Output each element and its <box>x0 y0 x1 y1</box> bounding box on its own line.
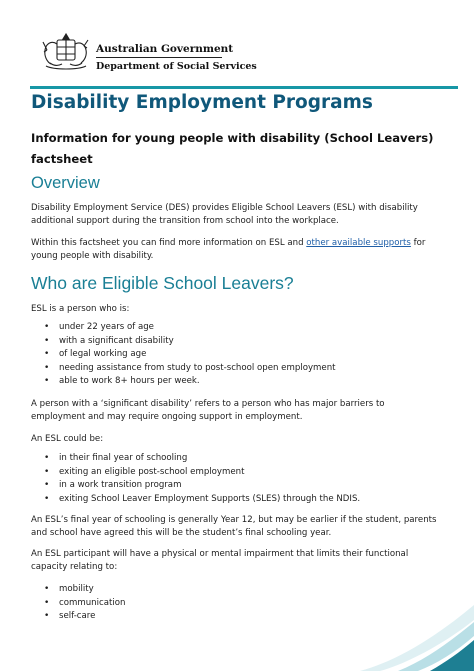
other-supports-link[interactable]: other available supports <box>306 238 411 248</box>
government-name: Australian Government <box>96 43 234 55</box>
list-item: • exiting School Leaver Employment Supports (SLES) through the NDIS. <box>31 493 441 507</box>
document-title: Disability Employment Programs <box>31 92 373 113</box>
final-year-paragraph: An ESL’s final year of schooling is generally Year 12, but may be earlier if the student, parents and school have agreed this will be the student’s final schooling year. <box>31 515 437 538</box>
list-item: • under 22 years of age <box>31 321 441 335</box>
wordmark-divider <box>96 57 222 58</box>
list-item: • in a work transition program <box>31 479 441 493</box>
overview-paragraph-2 <box>31 237 441 263</box>
overview-paragraph-2-text: Within this factsheet you can find more information on ESL and <box>31 238 307 248</box>
list-item: • with a significant disability <box>31 335 441 349</box>
overview-paragraph-2-tail: for young people with disability. <box>31 238 426 261</box>
eligible-school-leavers-heading: Who are Eligible School Leavers? <box>31 273 294 293</box>
government-wordmark <box>96 42 257 73</box>
list-item: • self-care <box>31 610 441 624</box>
list-item: • mobility <box>31 583 441 597</box>
list-item: • communication <box>31 597 441 611</box>
esl-could-be-list <box>31 452 441 506</box>
document-subtitle: Information for young people with disability (School Leavers) factsheet <box>31 131 434 166</box>
overview-paragraph-1: Disability Employment Service (DES) provides Eligible School Leavers (ESL) with disability additional support during the transition from school into the workplace. <box>31 203 418 226</box>
decorative-corner-swoosh <box>360 600 474 671</box>
list-item: • needing assistance from study to post-school open employment <box>31 362 441 376</box>
title-rule <box>30 86 458 89</box>
department-name: Department of Social Services <box>96 61 257 72</box>
list-item: • of legal working age <box>31 348 441 362</box>
impairment-paragraph: An ESL participant will have a physical or mental impairment that limits their functional capacity relating to: <box>31 549 409 572</box>
list-item: • in their final year of schooling <box>31 452 441 466</box>
overview-heading: Overview <box>31 174 100 192</box>
significant-disability-paragraph: A person with a ‘significant disability’ refers to a person who has major barriers to employment and may require ongoing support in employment. <box>31 399 385 422</box>
coat-of-arms-logo <box>40 30 92 74</box>
esl-could-be-intro: An ESL could be: <box>31 434 104 444</box>
esl-criteria-list <box>31 321 441 389</box>
esl-definition-intro: ESL is a person who is: <box>31 304 130 314</box>
list-item: • exiting an eligible post-school employment <box>31 466 441 480</box>
list-item: • able to work 8+ hours per week. <box>31 375 441 389</box>
